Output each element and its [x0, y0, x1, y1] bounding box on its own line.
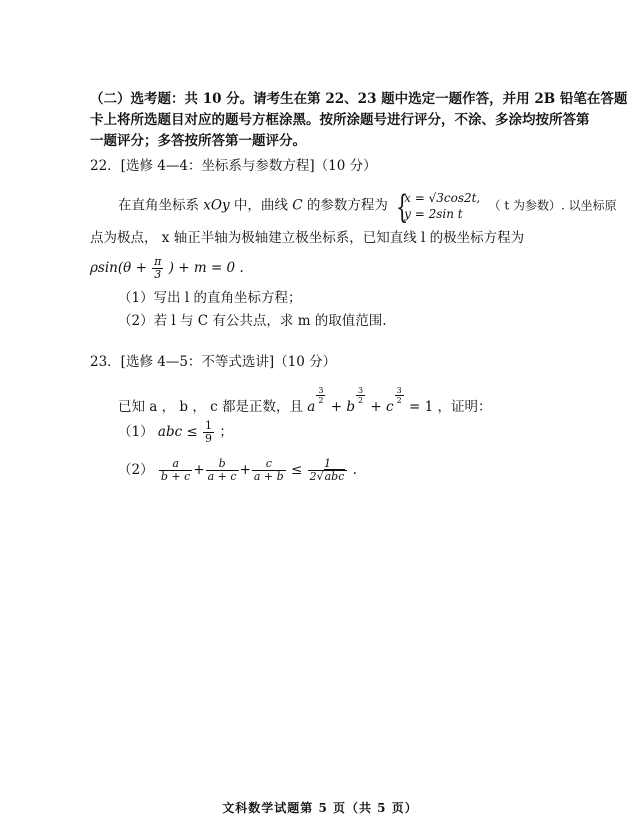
eq-y: y = 2sin t: [404, 207, 463, 221]
fraction-b: [206, 458, 239, 483]
rhs-num: 1: [308, 458, 348, 471]
fraction-a-num: a: [159, 458, 192, 471]
fraction-c-den: a + b: [253, 470, 284, 483]
rhs-den: 2√abc: [309, 470, 345, 483]
q22-part2: （2）若 l 与 C 有公共点，求 m 的取值范围.: [118, 313, 387, 329]
fraction-a-den: b + c: [160, 470, 191, 483]
rhs-den-prefix: 2: [309, 470, 317, 483]
section-header-line3: 一题评分；多答按所答第一题评分。: [90, 133, 306, 149]
q23-heading: 23．[选修 4—5：不等式选讲]（10 分）: [90, 354, 337, 370]
given-a: a: [307, 399, 316, 415]
exp-a-num: 3: [318, 386, 324, 395]
given-c: c: [386, 399, 394, 415]
exp-c: [395, 386, 404, 405]
polar-suffix: ) + m = 0 .: [168, 260, 244, 276]
q23-given-suffix: = 1 ，证明：: [408, 399, 492, 415]
q22-heading: 22．[选修 4—4：坐标系与参数方程]（10 分）: [90, 158, 377, 174]
fraction-a: [159, 458, 192, 483]
given-b: b: [346, 399, 356, 415]
one-ninth: [203, 420, 214, 445]
q23-part2: （2） $\frac{a}{b + c}$ + $\frac{b}{a + c}$ + $\frac{c}{a + b}$ ≤ $\frac{1}{\text{2√abc}}$ .: [118, 457, 357, 483]
page-footer: 文科数学试题第 5 页（共 5 页）: [222, 801, 418, 815]
q22-part1: （1）写出 l 的直角坐标方程；: [118, 290, 302, 306]
fraction-c-num: c: [252, 458, 286, 471]
pi-numerator: π: [154, 255, 162, 268]
q22-line2: 点为极点， x 轴正半轴为极轴建立极坐标系，已知直线 l 的极坐标方程为: [90, 230, 525, 246]
eq-x: x = √3cos2t,: [404, 191, 481, 205]
q23-given-prefix: 已知 a ， b ， c 都是正数，且: [118, 399, 303, 415]
q22-intro-after: 的参数方程为: [306, 197, 388, 214]
q22-curve: C: [292, 197, 303, 214]
pi-denominator: 3: [154, 268, 162, 281]
fraction-c: [252, 458, 286, 483]
exp-c-den: 2: [396, 396, 402, 405]
q23-part1-end: ；: [219, 424, 233, 440]
fraction-b-den: a + c: [207, 470, 237, 483]
one-ninth-den: 9: [205, 432, 213, 445]
q23-part2-label: （2）: [118, 462, 154, 478]
section-header-line2: 卡上将所选题目对应的题号方框涂黑。按所涂题号进行评分，不涂、多涂均按所答第: [90, 112, 590, 128]
q22-intro-mid: 中，曲线: [233, 197, 288, 214]
one-ninth-num: 1: [205, 419, 213, 432]
q22-xoy: xOy: [203, 197, 230, 214]
q22-intro-prefix: 在直角坐标系: [118, 197, 199, 214]
parametric-system: [396, 188, 481, 226]
rhs-fraction: [308, 458, 348, 483]
pi-over-3: [152, 256, 163, 281]
rhs-den-root: abc: [324, 470, 345, 483]
exp-a: [316, 386, 325, 405]
exp-b-num: 3: [358, 386, 364, 395]
exp-a-den: 2: [318, 396, 324, 405]
q22-polar-equation: [90, 256, 244, 281]
brace-symbol: {: [396, 188, 409, 226]
q22-intro: [118, 188, 617, 226]
q23-part1-label: （1）: [118, 424, 154, 440]
polar-prefix: ρsin(θ +: [90, 260, 147, 276]
exp-b-den: 2: [358, 396, 364, 405]
q23-part1: [118, 420, 233, 445]
q22-param-note: （ t 为参数）. 以坐标原: [488, 198, 617, 213]
section-header-line1: （二）选考题：共 10 分。请考生在第 22、23 题中选定一题作答，并用 2B 铅笔在答题: [90, 91, 628, 107]
exp-b: [356, 386, 365, 405]
fraction-b-num: b: [206, 458, 239, 471]
exp-c-num: 3: [396, 386, 402, 395]
q23-given: 已知 a ， b ， c 都是正数，且 a $\frac{3}{2}$ + b $\frac{3}{2}$ + c $\frac{3}{2}$ = 1 ，证明：: [118, 386, 492, 415]
q23-part1-lhs: abc ≤: [157, 424, 198, 440]
q23-part2-end: .: [352, 462, 357, 478]
